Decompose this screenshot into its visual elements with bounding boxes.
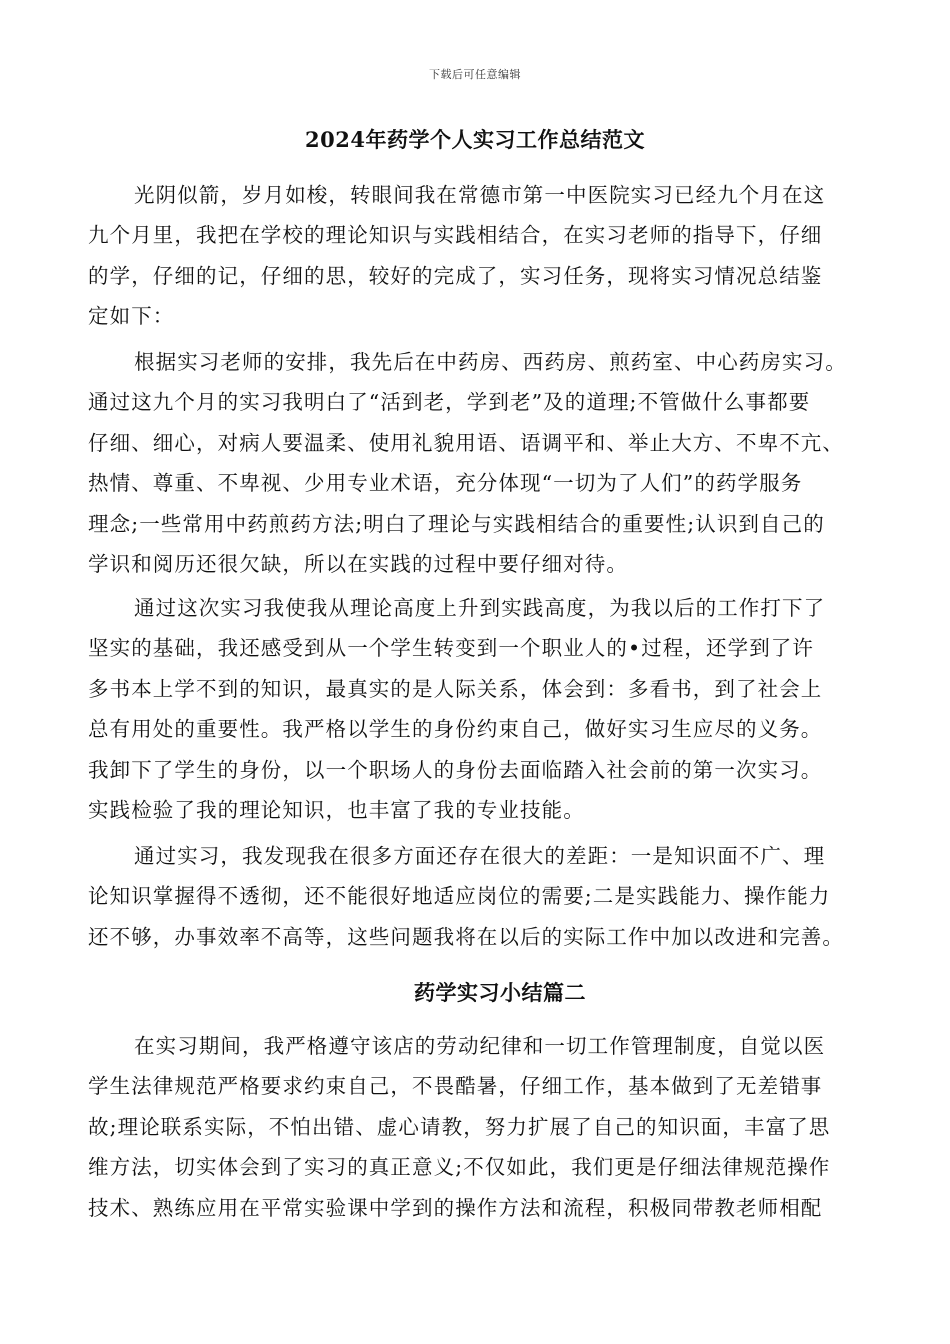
text-line: 根据实习老师的安排，我先后在中药房、西药房、煎药室、中心药房实习。 <box>134 350 847 374</box>
text-line: 仔细、细心，对病人要温柔、使用礼貌用语、语调平和、举止大方、不卑不亢、 <box>88 430 844 455</box>
text-line: 通过这次实习我使我从理论高度上升到实践高度，为我以后的工作打下了 <box>134 596 826 620</box>
text-line: 还不够，办事效率不高等，这些问题我将在以后的实际工作中加以改进和完善。 <box>88 924 844 949</box>
paragraph-4 <box>88 836 868 957</box>
text-line: 故;理论联系实际，不怕出错、虚心请教，努力扩展了自己的知识面，丰富了思 <box>88 1114 831 1139</box>
text-line: 实践检验了我的理论知识，也丰富了我的专业技能。 <box>88 798 585 823</box>
text-line: 的学，仔细的记，仔细的思，较好的完成了，实习任务，现将实习情况总结鉴 <box>88 263 823 288</box>
paragraph-3 <box>88 588 868 830</box>
section2-title: 药学实习小结篇二 <box>414 980 586 1005</box>
text-line: 定如下： <box>88 304 175 329</box>
text-line: 学识和阅历还很欠缺，所以在实践的过程中要仔细对待。 <box>88 552 628 577</box>
text-line: 论知识掌握得不透彻，还不能很好地适应岗位的需要;二是实践能力、操作能力 <box>88 884 831 909</box>
text-line: 通过这九个月的实习我明白了“活到老，学到老”及的道理;不管做什么事都要 <box>88 390 811 415</box>
paragraph-5 <box>88 1026 868 1228</box>
text-line: 热情、尊重、不卑视、少用专业术语，充分体现“一切为了人们”的药学服务 <box>88 471 803 496</box>
text-line: 维方法，切实体会到了实习的真正意义;不仅如此，我们更是仔细法律规范操作 <box>88 1155 831 1180</box>
text-line: 我卸下了学生的身份，以一个职场人的身份去面临踏入社会前的第一次实习。 <box>88 757 823 782</box>
text-line: 理念;一些常用中药煎药方法;明白了理论与实践相结合的重要性;认识到自己的 <box>88 511 825 536</box>
text-line: 多书本上学不到的知识，最真实的是人际关系，体会到：多看书，到了社会上 <box>88 676 823 701</box>
document-title: 2024年药学个人实习工作总结范文 <box>305 127 645 152</box>
text-line: 光阴似箭，岁月如梭，转眼间我在常德市第一中医院实习已经九个月在这 <box>134 183 826 207</box>
text-line: 在实习期间，我严格遵守该店的劳动纪律和一切工作管理制度，自觉以医 <box>134 1034 826 1058</box>
text-line: 九个月里，我把在学校的理论知识与实践相结合，在实习老师的指导下，仔细 <box>88 223 823 248</box>
text-line: 坚实的基础，我还感受到从一个学生转变到一个职业人的•过程，还学到了许 <box>88 636 814 661</box>
text-line: 技术、熟练应用在平常实验课中学到的操作方法和流程，积极同带教老师相配 <box>88 1195 823 1220</box>
paragraph-2 <box>88 342 868 584</box>
header-note: 下载后可任意编辑 <box>429 68 521 81</box>
text-line: 通过实习，我发现我在很多方面还存在很大的差距：一是知识面不广、理 <box>134 844 826 868</box>
paragraph-1 <box>88 175 868 337</box>
text-line: 总有用处的重要性。我严格以学生的身份约束自己，做好实习生应尽的义务。 <box>88 717 823 742</box>
text-line: 学生法律规范严格要求约束自己，不畏酷暑，仔细工作，基本做到了无差错事 <box>88 1074 823 1099</box>
